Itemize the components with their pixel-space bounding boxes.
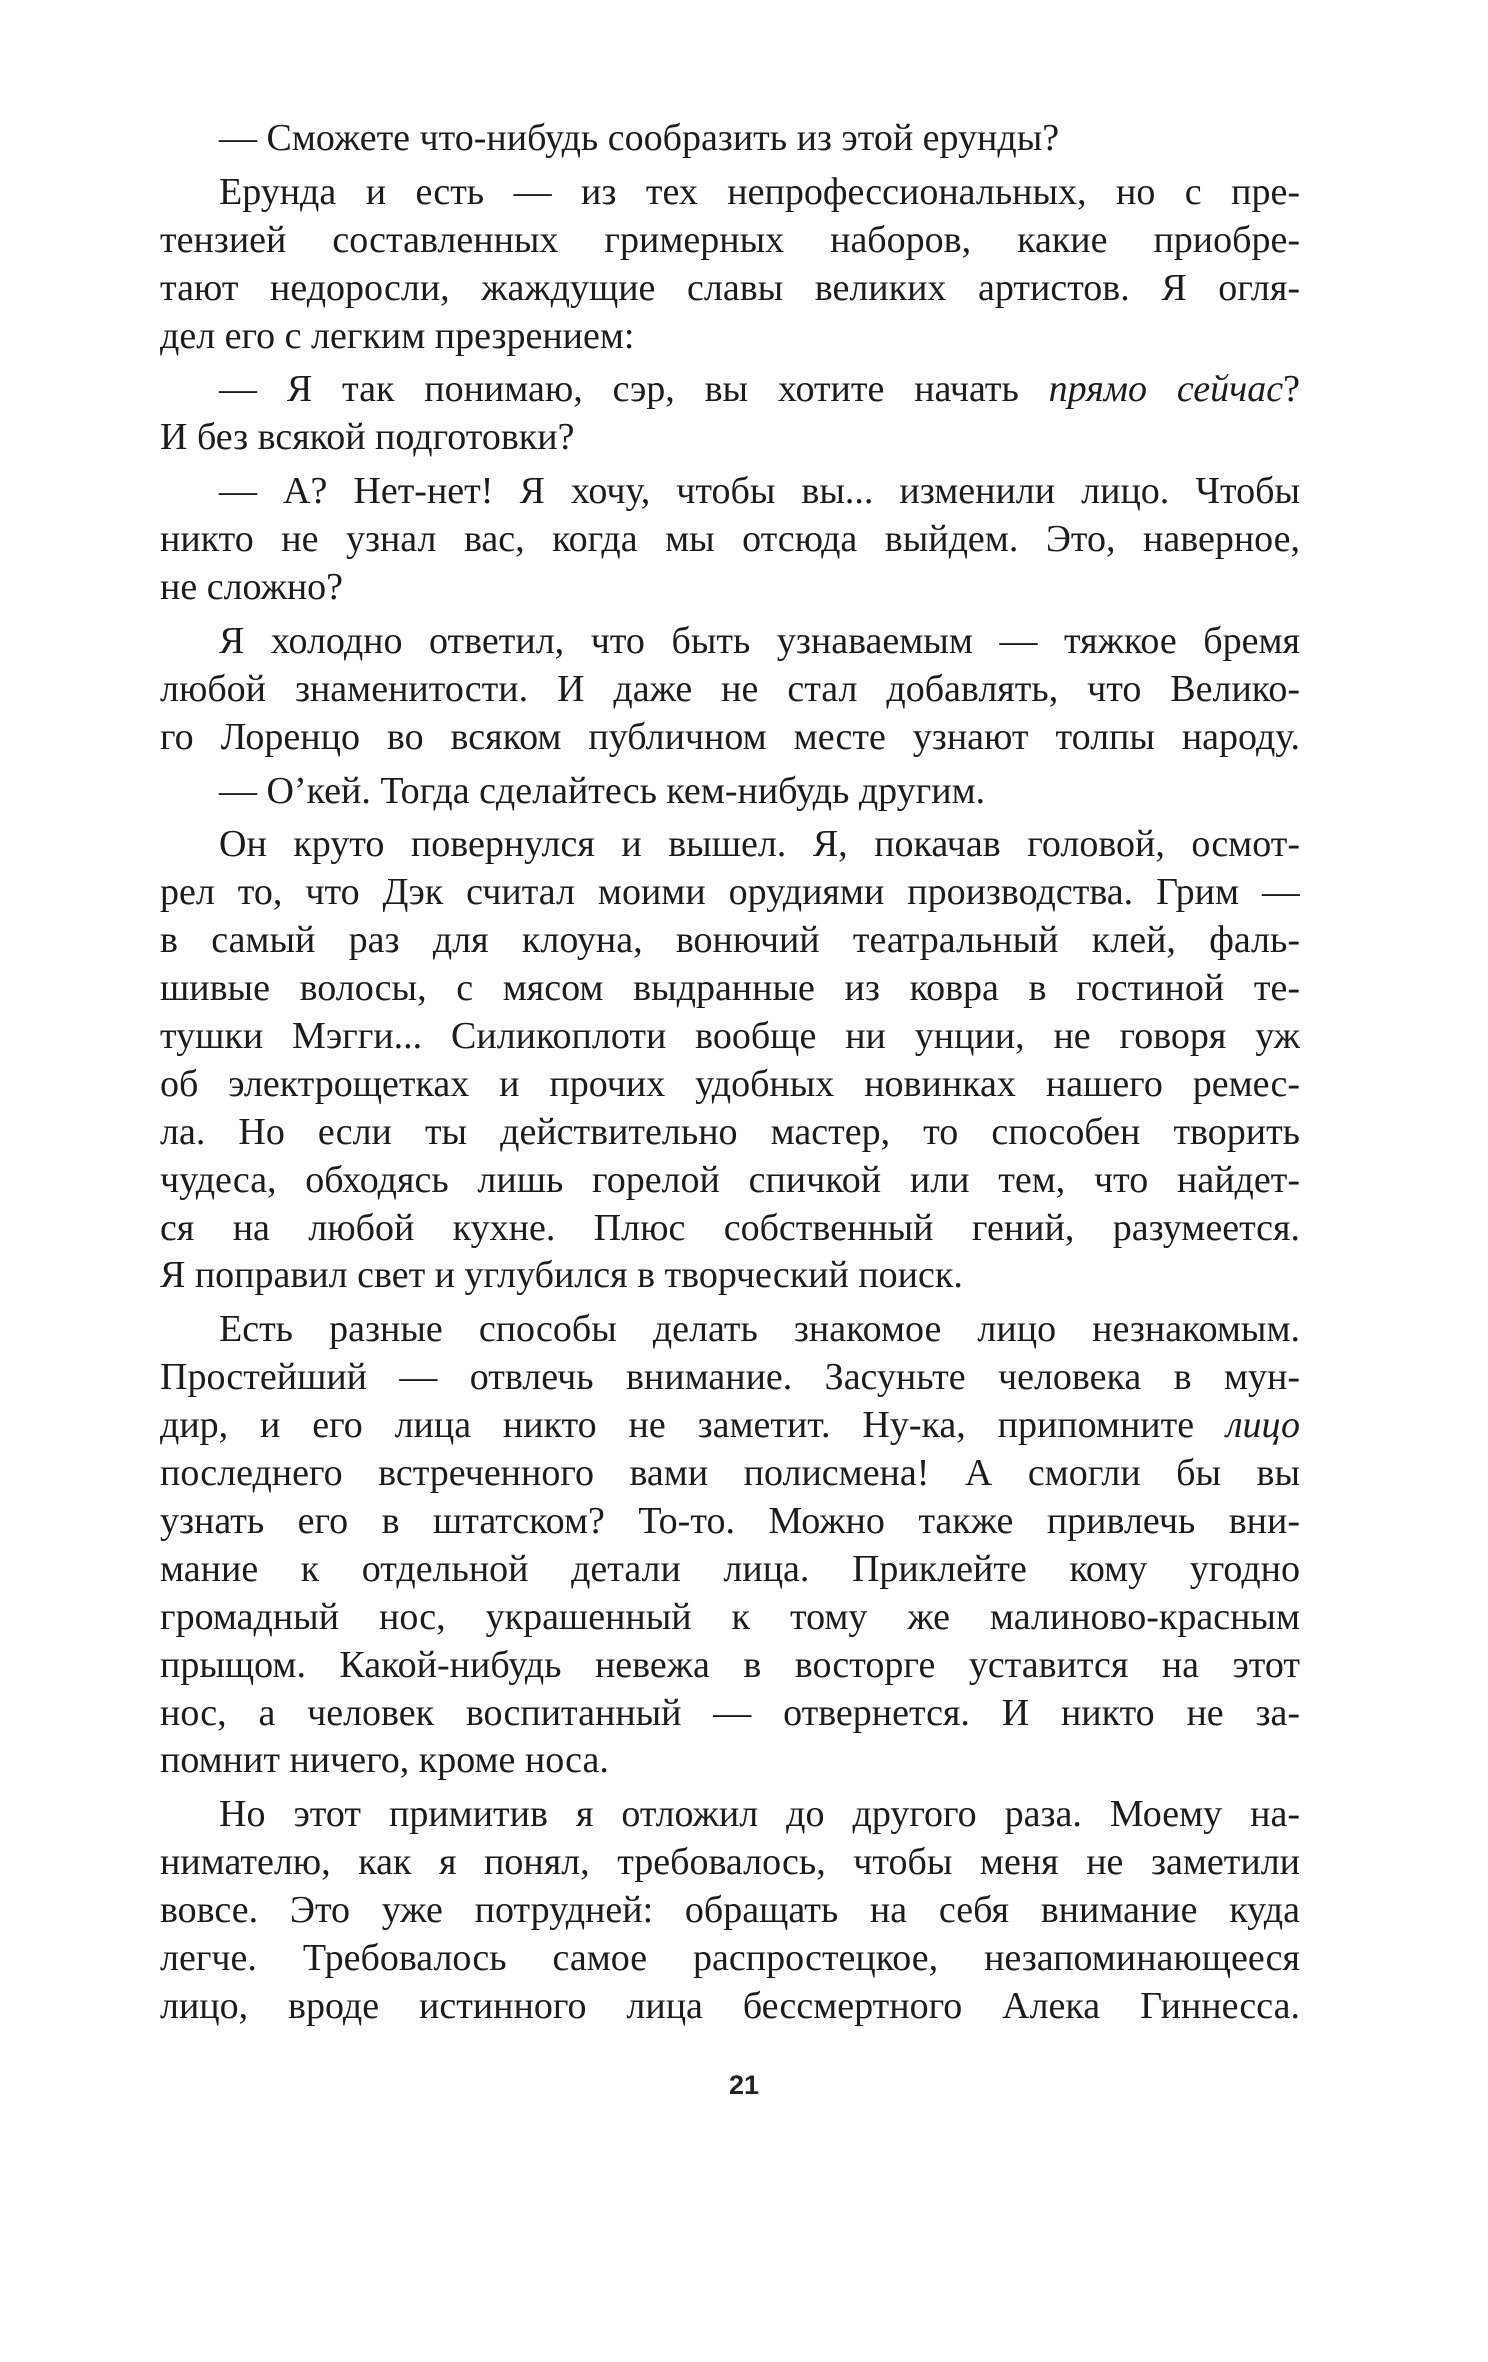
text-line: прыщом. Какой-нибудь невежа в восторге уставится на этот (160, 1643, 1300, 1686)
page-number: 21 (728, 2070, 760, 2100)
text-line: И без всякой подготовки? (160, 416, 575, 459)
text-line: — А? Нет-нет! Я хочу, чтобы вы... изменили лицо. Чтобы (219, 470, 1300, 513)
paragraph (160, 1306, 1300, 1785)
paragraph (160, 366, 1300, 462)
text-line: — Я так понимаю, сэр, вы хотите начать прямо сейчас? (219, 368, 1300, 411)
text-line: не сложно? (160, 566, 344, 609)
emphasis: лицо (1225, 1404, 1300, 1447)
paragraph (160, 768, 1300, 816)
text-line: в самый раз для клоуна, вонючий театральный клей, фаль- (160, 919, 1300, 962)
text-line: Но этот примитив я отложил до другого раза. Моему на- (219, 1793, 1300, 1836)
text-line: тензией составленных гримерных наборов, какие приобре- (160, 218, 1300, 261)
text-line: мание к отдельной детали лица. Приклейте кому угодно (160, 1547, 1300, 1590)
text-line: лицо, вроде истинного лица бессмертного Алека Гиннесса. (160, 1984, 1300, 2027)
text-line: — Сможете что-нибудь сообразить из этой ерунды? (219, 117, 1060, 159)
text-line: чудеса, обходясь лишь горелой спичкой или тем, что найдет- (160, 1158, 1300, 1201)
text-line: дир, и его лица никто не заметит. Ну-ка, припомните лицо (160, 1404, 1300, 1447)
text-line: Я поправил свет и углубился в творческий поиск. (160, 1254, 963, 1297)
text-line: тушки Мэгги... Силикоплоти вообще ни унции, не говоря уж (160, 1015, 1300, 1058)
text-line: ся на любой кухне. Плюс собственный гений, разумеется. (160, 1206, 1300, 1249)
paragraph (160, 821, 1300, 1300)
text-line: дел его с легким презрением: (160, 314, 635, 357)
text-line: тают недоросли, жаждущие славы великих артистов. Я огля- (160, 266, 1300, 309)
text-line: — О’кей. Тогда сделайтесь кем-нибудь другим. (219, 769, 986, 812)
paragraph (160, 1791, 1300, 2030)
emphasis: прямо сейчас (1048, 368, 1284, 411)
text-line: Он круто повернулся и вышел. Я, покачав головой, осмот- (219, 823, 1300, 866)
text-line: громадный нос, украшенный к тому же малиново-красным (160, 1595, 1300, 1638)
text-line: нимателю, как я понял, требовалось, чтобы меня не заметили (160, 1841, 1300, 1884)
text-line: легче. Требовалось самое распростецкое, незапоминающееся (160, 1936, 1300, 1979)
text-line: последнего встреченного вами полисмена! А смогли бы вы (160, 1452, 1300, 1495)
text-line: любой знаменитости. И даже не стал добавлять, что Велико- (160, 667, 1300, 710)
text-line: Ерунда и есть — из тех непрофессиональных, но с пре- (219, 170, 1300, 213)
body-text (160, 115, 1300, 2037)
text-line: го Лоренцо во всяком публичном месте узнают толпы народу. (160, 715, 1300, 758)
text-line: помнит ничего, кроме носа. (160, 1739, 609, 1782)
text-line: Простейший — отвлечь внимание. Засуньте человека в мун- (160, 1356, 1300, 1399)
text-line: никто не узнал вас, когда мы отсюда выйдем. Это, наверное, (160, 518, 1300, 561)
text-line: узнать его в штатском? То-то. Можно также привлечь вни- (160, 1499, 1300, 1542)
text-line: ла. Но если ты действительно мастер, то способен творить (160, 1110, 1300, 1153)
text-line: вовсе. Это уже потрудней: обращать на себя внимание куда (160, 1889, 1300, 1932)
paragraph (160, 468, 1300, 612)
paragraph (160, 115, 1300, 163)
text-line: об электрощетках и прочих удобных новинках нашего ремес- (160, 1062, 1300, 1105)
paragraph (160, 618, 1300, 762)
text-line: шивые волосы, с мясом выдранные из ковра в гостиной те- (160, 967, 1300, 1010)
paragraph (160, 169, 1300, 361)
text-line: нос, а человек воспитанный — отвернется. И никто не за- (160, 1691, 1300, 1734)
text-line: рел то, что Дэк считал моими орудиями производства. Грим — (160, 871, 1300, 914)
text-line: Есть разные способы делать знакомое лицо незнакомым. (219, 1308, 1300, 1351)
text-line: Я холодно ответил, что быть узнаваемым — тяжкое бремя (219, 619, 1300, 662)
